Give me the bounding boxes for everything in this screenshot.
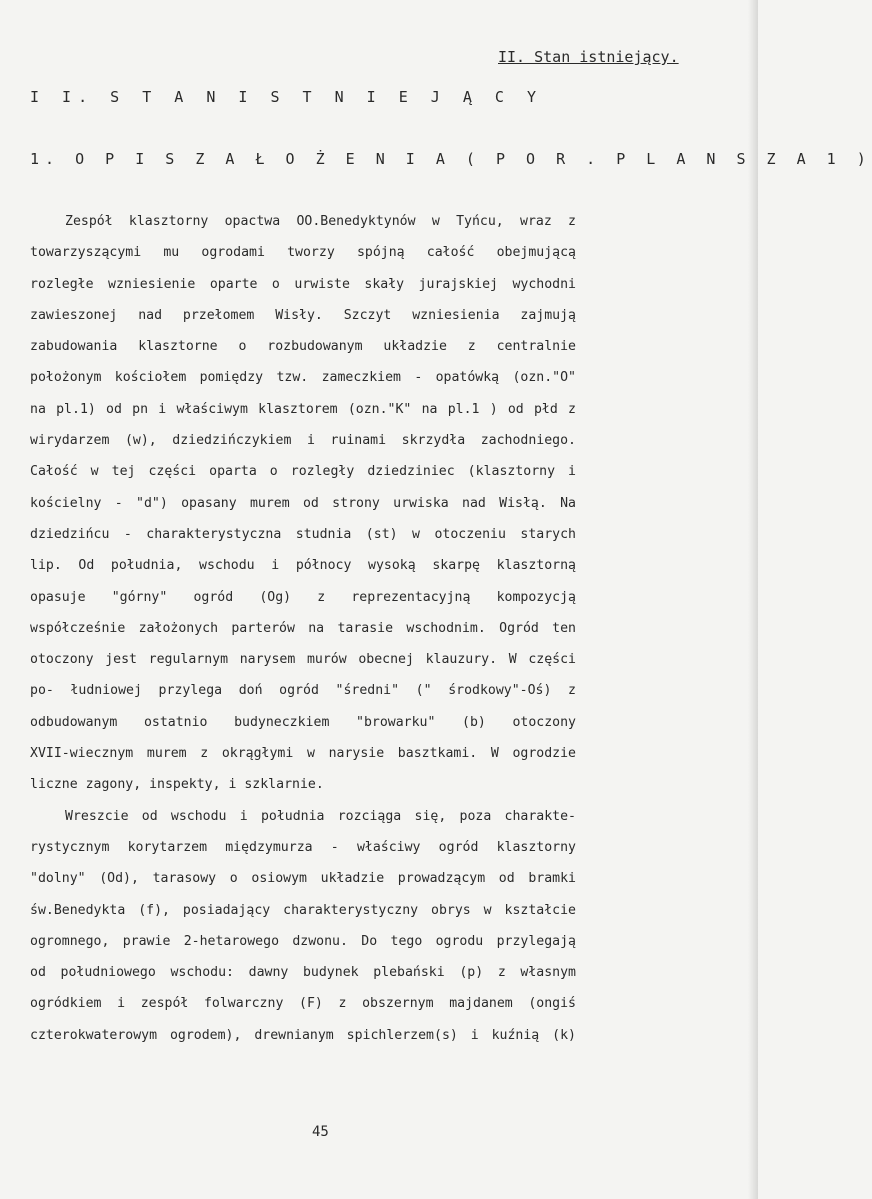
section-title: 1. O P I S Z A Ł O Ż E N I A ( P O R . P L A N S Z A 1 ) [30, 150, 872, 168]
text-line: otoczony jest regularnym narysem murów obecnej klauzury. W części [30, 652, 576, 668]
text-line: lip. Od południa, wschodu i północy wysoką skarpę klasztorną [30, 558, 576, 574]
text-line: odbudowanym ostatnio budyneczkiem "browarku" (b) otoczony [30, 714, 576, 730]
page-number: 45 [312, 1124, 329, 1140]
page-edge-shadow [748, 0, 758, 1199]
text-line: Wreszcie od wschodu i południa rozciąga się, poza charakte- [65, 808, 576, 824]
running-header: II. Stan istniejący. [498, 48, 679, 66]
text-line: ogromnego, prawie 2-hetarowego dzwonu. Do tego ogrodu przylegają [30, 933, 576, 949]
text-line: rozległe wzniesienie oparte o urwiste skały jurajskiej wychodni [30, 276, 576, 292]
paragraph-1 [30, 206, 576, 801]
paragraph-2 [30, 801, 576, 1051]
text-line: współcześnie założonych parterów na tarasie wschodnim. Ogród ten [30, 620, 576, 636]
text-line: towarzyszącymi mu ogrodami tworzy spójną całość obejmującą [30, 245, 576, 261]
text-line: po- łudniowej przylega doń ogród "średni" (" środkowy"-Oś) z [30, 683, 576, 699]
text-line: "dolny" (Od), tarasowy o osiowym układzie prowadzącym od bramki [30, 871, 576, 887]
text-line: liczne zagony, inspekty, i szklarnie. [30, 777, 324, 793]
text-line: rystycznym korytarzem międzymurza - właściwy ogród klasztorny [30, 839, 576, 855]
text-line: Całość w tej części oparta o rozległy dziedziniec (klasztorny i [30, 464, 576, 480]
text-line: kościelny - "d") opasany murem od strony urwiska nad Wisłą. Na [30, 495, 576, 511]
text-line: zawieszonej nad przełomem Wisły. Szczyt wzniesienia zajmują [30, 307, 576, 323]
text-line: położonym kościołem pomiędzy tzw. zameczkiem - opatówką (ozn."O" [30, 370, 576, 386]
text-line: dziedzińcu - charakterystyczna studnia (st) w otoczeniu starych [30, 526, 576, 542]
text-line: czterokwaterowym ogrodem), drewnianym spichlerzem(s) i kuźnią (k) [30, 1027, 576, 1043]
body-text [30, 206, 576, 1051]
text-line: XVII-wiecznym murem z okrągłymi w narysie basztkami. W ogrodzie [30, 746, 576, 762]
text-line: ogródkiem i zespół folwarczny (F) z obszernym majdanem (ongiś [30, 996, 576, 1012]
text-line: od południowego wschodu: dawny budynek plebański (p) z własnym [30, 965, 576, 981]
text-line: Zespół klasztorny opactwa OO.Benedyktynów w Tyńcu, wraz z [65, 214, 576, 229]
text-line: wirydarzem (w), dziedzińczykiem i ruinami skrzydła zachodniego. [30, 433, 576, 449]
text-line: zabudowania klasztorne o rozbudowanym układzie z centralnie [30, 339, 576, 355]
text-line: św.Benedykta (f), posiadający charakterystyczny obrys w kształcie [30, 902, 576, 918]
text-line: opasuje "górny" ogród (Og) z reprezentacyjną kompozycją [30, 589, 576, 605]
chapter-title: I I. S T A N I S T N I E J Ą C Y [30, 88, 543, 106]
text-line: na pl.1) od pn i właściwym klasztorem (ozn."K" na pl.1 ) od płd z [30, 401, 576, 417]
